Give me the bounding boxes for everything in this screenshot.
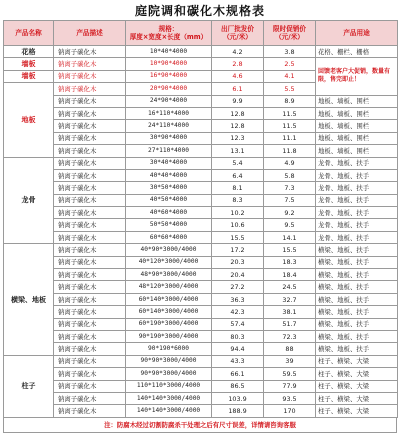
factory-price-cell: 10.6 xyxy=(212,219,264,231)
promo-price-cell: 4.9 xyxy=(264,157,316,169)
promo-price-cell: 72.3 xyxy=(264,330,316,342)
product-desc-cell: 钠离子碳化木 xyxy=(54,219,126,231)
usage-cell: 地板、墙板、围栏 xyxy=(316,145,398,157)
product-name-cell: 柱子 xyxy=(4,355,54,417)
product-name-cell: 横梁、地板 xyxy=(4,244,54,356)
table-row xyxy=(4,405,398,417)
product-name-cell: 龙骨 xyxy=(4,157,54,244)
usage-cell: 龙骨、地板、扶手 xyxy=(316,231,398,243)
table-row xyxy=(4,306,398,318)
spec-cell: 48*90*3000/4000 xyxy=(126,269,212,281)
spec-cell: 24*110*4000 xyxy=(126,120,212,132)
header-factory-price-line2: （元/米） xyxy=(223,33,252,41)
spec-cell: 40*120*3000/4000 xyxy=(126,256,212,268)
table-row xyxy=(4,169,398,181)
promo-price-cell: 7.3 xyxy=(264,182,316,194)
table-row xyxy=(4,145,398,157)
promo-notice: 回馈老客户大促销，数量有限，售完即止！ xyxy=(316,58,398,95)
promo-price-cell: 77.9 xyxy=(264,380,316,392)
spec-cell: 16*110*4000 xyxy=(126,107,212,119)
table-row xyxy=(4,281,398,293)
usage-cell: 横梁、地板、扶手 xyxy=(316,244,398,256)
table-row xyxy=(4,132,398,144)
product-desc-cell: 钠离子碳化木 xyxy=(54,293,126,305)
product-desc-cell: 钠离子碳化木 xyxy=(54,392,126,404)
spec-cell: 10*40*4000 xyxy=(126,46,212,58)
factory-price-cell: 6.4 xyxy=(212,169,264,181)
spec-cell: 16*90*4000 xyxy=(126,70,212,82)
table-body xyxy=(4,46,398,418)
product-desc-cell: 钠离子碳化木 xyxy=(54,207,126,219)
header-spec-line1: 规格： xyxy=(158,25,179,33)
factory-price-cell: 4.6 xyxy=(212,70,264,82)
product-name-cell: 花格 xyxy=(4,46,54,58)
table-row xyxy=(4,231,398,243)
promo-price-cell: 2.5 xyxy=(264,58,316,70)
usage-cell: 柱子、横梁、大梁 xyxy=(316,355,398,367)
spec-cell: 60*140*3000/4000 xyxy=(126,306,212,318)
usage-cell: 横梁、地板、扶手 xyxy=(316,269,398,281)
promo-price-cell: 4.1 xyxy=(264,70,316,82)
usage-cell: 柱子、横梁、大梁 xyxy=(316,380,398,392)
factory-price-cell: 12.8 xyxy=(212,107,264,119)
table-row xyxy=(4,107,398,119)
promo-price-cell: 18.4 xyxy=(264,269,316,281)
header-spec-line2: 厚度×宽度×长度（mm） xyxy=(129,33,208,41)
header-promo-price-line1: 限时促销价 xyxy=(273,25,306,33)
table-row xyxy=(4,392,398,404)
usage-cell: 横梁、地板、扶手 xyxy=(316,256,398,268)
usage-cell: 横梁、地板、扶手 xyxy=(316,330,398,342)
factory-price-cell: 10.2 xyxy=(212,207,264,219)
product-desc-cell: 钠离子碳化木 xyxy=(54,70,126,82)
product-desc-cell: 钠离子碳化木 xyxy=(54,107,126,119)
spec-cell: 90*90*3000/4000 xyxy=(126,355,212,367)
usage-cell: 横梁、地板、扶手 xyxy=(316,318,398,330)
factory-price-cell: 36.3 xyxy=(212,293,264,305)
usage-cell: 地板、墙板、围栏 xyxy=(316,107,398,119)
promo-price-cell: 11.5 xyxy=(264,107,316,119)
spec-cell: 30*50*4000 xyxy=(126,182,212,194)
usage-cell: 龙骨、地板、扶手 xyxy=(316,207,398,219)
promo-price-cell: 18.3 xyxy=(264,256,316,268)
table-row xyxy=(4,95,398,107)
header-promo-price xyxy=(264,21,316,46)
promo-price-cell: 51.7 xyxy=(264,318,316,330)
promo-price-cell: 11.8 xyxy=(264,145,316,157)
footnote: 注：防腐木经过切割防腐杀干处理之后有尺寸误差，详情请咨询客服 xyxy=(3,418,397,433)
table-row xyxy=(4,244,398,256)
product-desc-cell: 钠离子碳化木 xyxy=(54,95,126,107)
factory-price-cell: 20.4 xyxy=(212,269,264,281)
factory-price-cell: 15.5 xyxy=(212,231,264,243)
factory-price-cell: 13.1 xyxy=(212,145,264,157)
header-factory-price-line1: 出厂批发价 xyxy=(221,25,254,33)
product-name-cell: 墙板 xyxy=(4,70,54,82)
product-name-cell: 地板 xyxy=(4,83,54,157)
table-row xyxy=(4,194,398,206)
spec-cell: 50*50*4000 xyxy=(126,219,212,231)
spec-cell: 40*40*4000 xyxy=(126,169,212,181)
product-desc-cell: 钠离子碳化木 xyxy=(54,169,126,181)
spec-cell: 110*110*3000/4000 xyxy=(126,380,212,392)
usage-cell: 地板、墙板、围栏 xyxy=(316,120,398,132)
factory-price-cell: 188.9 xyxy=(212,405,264,417)
table-row xyxy=(4,269,398,281)
usage-cell: 横梁、地板、扶手 xyxy=(316,281,398,293)
factory-price-cell: 57.4 xyxy=(212,318,264,330)
promo-price-cell: 5.8 xyxy=(264,169,316,181)
factory-price-cell: 9.9 xyxy=(212,95,264,107)
usage-cell: 龙骨、地板、扶手 xyxy=(316,194,398,206)
product-desc-cell: 钠离子碳化木 xyxy=(54,157,126,169)
promo-price-cell: 11.1 xyxy=(264,132,316,144)
usage-cell: 龙骨、地板、扶手 xyxy=(316,219,398,231)
table-row xyxy=(4,120,398,132)
usage-cell: 龙骨、地板、扶手 xyxy=(316,157,398,169)
table-row xyxy=(4,219,398,231)
factory-price-cell: 42.3 xyxy=(212,306,264,318)
header-factory-price xyxy=(212,21,264,46)
factory-price-cell: 94.4 xyxy=(212,343,264,355)
promo-price-cell: 9.5 xyxy=(264,219,316,231)
product-desc-cell: 钠离子碳化木 xyxy=(54,46,126,58)
table-row xyxy=(4,182,398,194)
spec-cell: 140*140*3000/4000 xyxy=(126,392,212,404)
table-row xyxy=(4,343,398,355)
spec-cell: 30*90*4000 xyxy=(126,132,212,144)
table-row xyxy=(4,207,398,219)
usage-cell: 横梁、地板、扶手 xyxy=(316,306,398,318)
promo-price-cell: 170 xyxy=(264,405,316,417)
spec-cell: 40*60*4000 xyxy=(126,207,212,219)
spec-cell: 27*110*4000 xyxy=(126,145,212,157)
factory-price-cell: 103.9 xyxy=(212,392,264,404)
table-row xyxy=(4,330,398,342)
product-desc-cell: 钠离子碳化木 xyxy=(54,355,126,367)
table-header-row xyxy=(4,21,398,46)
usage-cell: 横梁、地板、扶手 xyxy=(316,293,398,305)
header-promo-price-line2: （元/米） xyxy=(275,33,304,41)
factory-price-cell: 12.3 xyxy=(212,132,264,144)
table-row xyxy=(4,318,398,330)
factory-price-cell: 66.1 xyxy=(212,368,264,380)
header-product-name: 产品名称 xyxy=(4,21,54,46)
spec-cell: 48*120*3000/4000 xyxy=(126,281,212,293)
product-desc-cell: 钠离子碳化木 xyxy=(54,343,126,355)
product-desc-cell: 钠离子碳化木 xyxy=(54,58,126,70)
spec-cell: 40*50*4000 xyxy=(126,194,212,206)
header-spec xyxy=(126,21,212,46)
promo-price-cell: 88 xyxy=(264,343,316,355)
product-desc-cell: 钠离子碳化木 xyxy=(54,182,126,194)
factory-price-cell: 8.1 xyxy=(212,182,264,194)
header-product-desc: 产品描述 xyxy=(54,21,126,46)
spec-cell: 90*190*3000/4000 xyxy=(126,330,212,342)
product-desc-cell: 钠离子碳化木 xyxy=(54,368,126,380)
product-desc-cell: 钠离子碳化木 xyxy=(54,256,126,268)
product-desc-cell: 钠离子碳化木 xyxy=(54,194,126,206)
usage-cell: 龙骨、地板、扶手 xyxy=(316,182,398,194)
factory-price-cell: 2.8 xyxy=(212,58,264,70)
product-desc-cell: 钠离子碳化木 xyxy=(54,83,126,95)
spec-cell: 40*90*3000/4000 xyxy=(126,244,212,256)
product-desc-cell: 钠离子碳化木 xyxy=(54,318,126,330)
usage-cell: 花格、栅栏、栅格 xyxy=(316,46,398,58)
table-row xyxy=(4,293,398,305)
table-row xyxy=(4,380,398,392)
promo-price-cell: 39 xyxy=(264,355,316,367)
table-row xyxy=(4,58,398,70)
product-desc-cell: 钠离子碳化木 xyxy=(54,405,126,417)
usage-cell: 龙骨、地板、扶手 xyxy=(316,169,398,181)
product-desc-cell: 钠离子碳化木 xyxy=(54,306,126,318)
usage-cell: 地板、墙板、围栏 xyxy=(316,95,398,107)
spec-cell: 60*190*3000/4000 xyxy=(126,318,212,330)
spec-cell: 60*60*4000 xyxy=(126,231,212,243)
factory-price-cell: 12.8 xyxy=(212,120,264,132)
header-usage: 产品用途 xyxy=(316,21,398,46)
product-name-cell: 墙板 xyxy=(4,58,54,70)
product-desc-cell: 钠离子碳化木 xyxy=(54,281,126,293)
promo-price-cell: 59.5 xyxy=(264,368,316,380)
spec-table xyxy=(3,20,398,418)
spec-cell: 90*90*3000/4000 xyxy=(126,368,212,380)
factory-price-cell: 80.3 xyxy=(212,330,264,342)
factory-price-cell: 27.2 xyxy=(212,281,264,293)
page-title: 庭院调和碳化木规格表 xyxy=(134,4,265,18)
factory-price-cell: 6.1 xyxy=(212,83,264,95)
promo-price-cell: 32.7 xyxy=(264,293,316,305)
promo-price-cell: 5.5 xyxy=(264,83,316,95)
usage-cell: 横梁、地板、扶手 xyxy=(316,343,398,355)
spec-cell: 140*140*3000/4000 xyxy=(126,405,212,417)
product-desc-cell: 钠离子碳化木 xyxy=(54,244,126,256)
table-row xyxy=(4,256,398,268)
spec-cell: 30*40*4000 xyxy=(126,157,212,169)
product-desc-cell: 钠离子碳化木 xyxy=(54,132,126,144)
spec-cell: 24*90*4000 xyxy=(126,95,212,107)
table-row xyxy=(4,46,398,58)
promo-price-cell: 15.5 xyxy=(264,244,316,256)
promo-price-cell: 24.5 xyxy=(264,281,316,293)
product-desc-cell: 钠离子碳化木 xyxy=(54,120,126,132)
product-desc-cell: 钠离子碳化木 xyxy=(54,269,126,281)
usage-cell: 柱子、横梁、大梁 xyxy=(316,405,398,417)
promo-price-cell: 8.9 xyxy=(264,95,316,107)
product-desc-cell: 钠离子碳化木 xyxy=(54,145,126,157)
promo-price-cell: 14.1 xyxy=(264,231,316,243)
promo-price-cell: 38.1 xyxy=(264,306,316,318)
promo-price-cell: 3.8 xyxy=(264,46,316,58)
factory-price-cell: 5.4 xyxy=(212,157,264,169)
usage-cell: 柱子、横梁、大梁 xyxy=(316,392,398,404)
product-desc-cell: 钠离子碳化木 xyxy=(54,231,126,243)
factory-price-cell: 4.2 xyxy=(212,46,264,58)
spec-cell: 10*90*4000 xyxy=(126,58,212,70)
product-desc-cell: 钠离子碳化木 xyxy=(54,330,126,342)
factory-price-cell: 43.3 xyxy=(212,355,264,367)
spec-cell: 60*140*3000/4000 xyxy=(126,293,212,305)
factory-price-cell: 17.2 xyxy=(212,244,264,256)
spec-cell: 90*190*6000 xyxy=(126,343,212,355)
promo-price-cell: 93.5 xyxy=(264,392,316,404)
usage-cell: 柱子、横梁、大梁 xyxy=(316,368,398,380)
usage-cell: 地板、墙板、围栏 xyxy=(316,132,398,144)
factory-price-cell: 86.5 xyxy=(212,380,264,392)
promo-price-cell: 7.5 xyxy=(264,194,316,206)
promo-price-cell: 11.5 xyxy=(264,120,316,132)
table-row xyxy=(4,368,398,380)
product-desc-cell: 钠离子碳化木 xyxy=(54,380,126,392)
factory-price-cell: 8.3 xyxy=(212,194,264,206)
promo-price-cell: 9.2 xyxy=(264,207,316,219)
table-row xyxy=(4,157,398,169)
table-row xyxy=(4,355,398,367)
factory-price-cell: 20.3 xyxy=(212,256,264,268)
spec-cell: 20*90*4000 xyxy=(126,83,212,95)
